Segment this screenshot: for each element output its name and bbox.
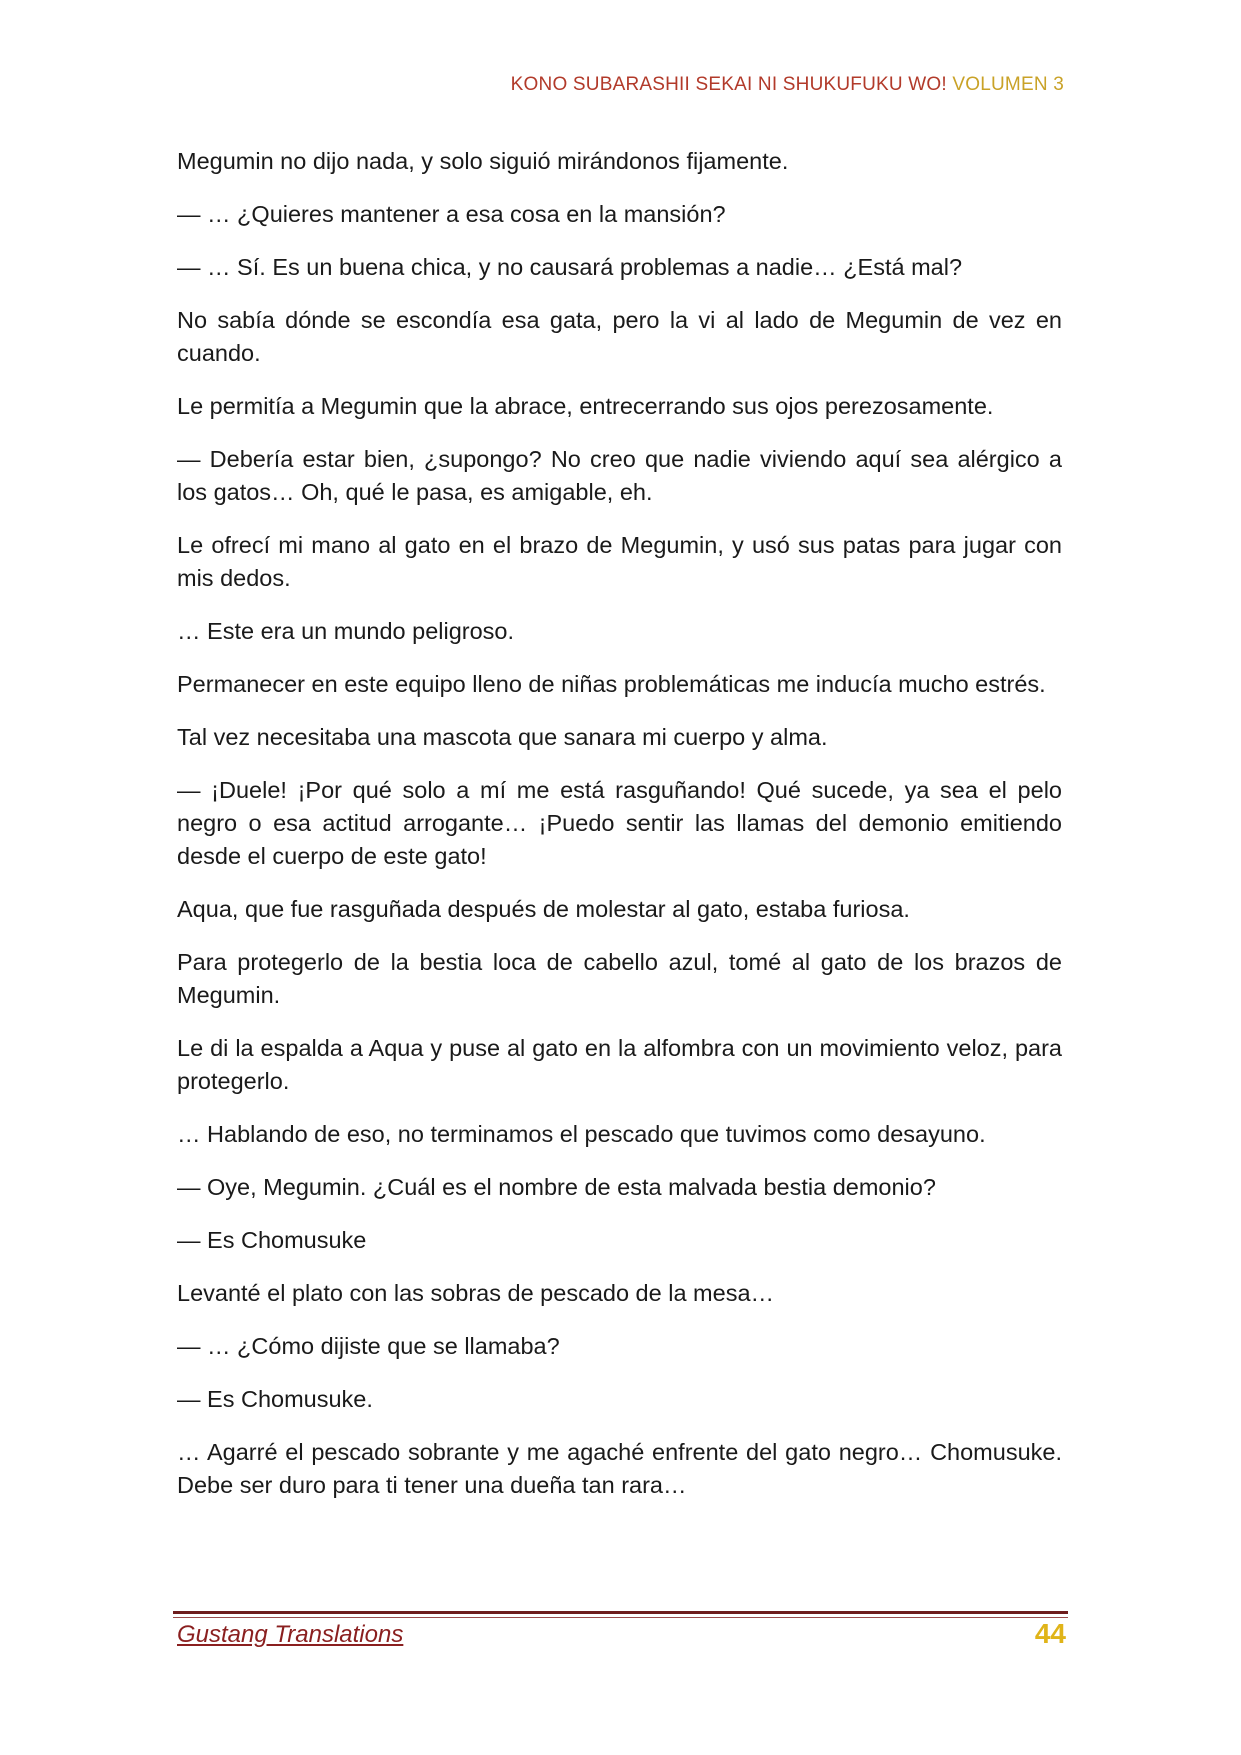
paragraph: Para protegerlo de la bestia loca de cabello azul, tomé al gato de los brazos de Megumin.	[177, 949, 1062, 1008]
footer-divider	[173, 1611, 1068, 1614]
paragraph: — … ¿Cómo dijiste que se llamaba?	[177, 1333, 560, 1359]
paragraph: — Oye, Megumin. ¿Cuál es el nombre de esta malvada bestia demonio?	[177, 1174, 936, 1200]
page-number: 44	[1034, 1618, 1066, 1649]
paragraph: … Hablando de eso, no terminamos el pescado que tuvimos como desayuno.	[177, 1121, 986, 1147]
paragraph: Levanté el plato con las sobras de pescado de la mesa…	[177, 1280, 775, 1306]
paragraph: … Este era un mundo peligroso.	[177, 618, 515, 644]
paragraph: … Agarré el pescado sobrante y me agaché enfrente del gato negro… Chomusuke. Debe ser duro para ti tener una dueña tan rara…	[177, 1439, 1062, 1498]
paragraph: Permanecer en este equipo lleno de niñas problemáticas me inducía mucho estrés.	[177, 671, 1046, 697]
paragraph: — … Sí. Es un buena chica, y no causará problemas a nadie… ¿Está mal?	[177, 254, 963, 280]
paragraph: No sabía dónde se escondía esa gata, pero la vi al lado de Megumin de vez en cuando.	[177, 307, 1062, 366]
paragraph: Megumin no dijo nada, y solo siguió mirándonos fijamente.	[177, 148, 789, 174]
paragraph: Le di la espalda a Aqua y puse al gato en la alfombra con un movimiento veloz, para protegerlo.	[177, 1035, 1062, 1094]
footer-divider-thin	[173, 1617, 1068, 1618]
paragraph: — Es Chomusuke	[177, 1227, 367, 1253]
running-header	[511, 74, 1064, 96]
paragraph: Tal vez necesitaba una mascota que sanara mi cuerpo y alma.	[177, 724, 828, 750]
paragraph: Aqua, que fue rasguñada después de molestar al gato, estaba furiosa.	[177, 896, 910, 922]
paragraph: Le ofrecí mi mano al gato en el brazo de Megumin, y usó sus patas para jugar con mis dedos.	[177, 532, 1062, 591]
paragraph: — Debería estar bien, ¿supongo? No creo que nadie viviendo aquí sea alérgico a los gatos… Oh, qué le pasa, es amigable, eh.	[177, 446, 1062, 505]
footer-credit: Gustang Translations	[177, 1621, 404, 1648]
page-body	[177, 145, 1062, 1522]
paragraph: — Es Chomusuke.	[177, 1386, 373, 1412]
header-title: KONO SUBARASHII SEKAI NI SHUKUFUKU WO!	[510, 74, 947, 95]
paragraph: — … ¿Quieres mantener a esa cosa en la mansión?	[177, 201, 726, 227]
header-volume: VOLUMEN 3	[952, 74, 1064, 95]
paragraph: — ¡Duele! ¡Por qué solo a mí me está rasguñando! Qué sucede, ya sea el pelo negro o esa actitud arrogante… ¡Puedo sentir las llamas del demonio emitiendo desde el cuerpo de este gato!	[177, 777, 1062, 869]
paragraph: Le permitía a Megumin que la abrace, entrecerrando sus ojos perezosamente.	[177, 393, 994, 419]
